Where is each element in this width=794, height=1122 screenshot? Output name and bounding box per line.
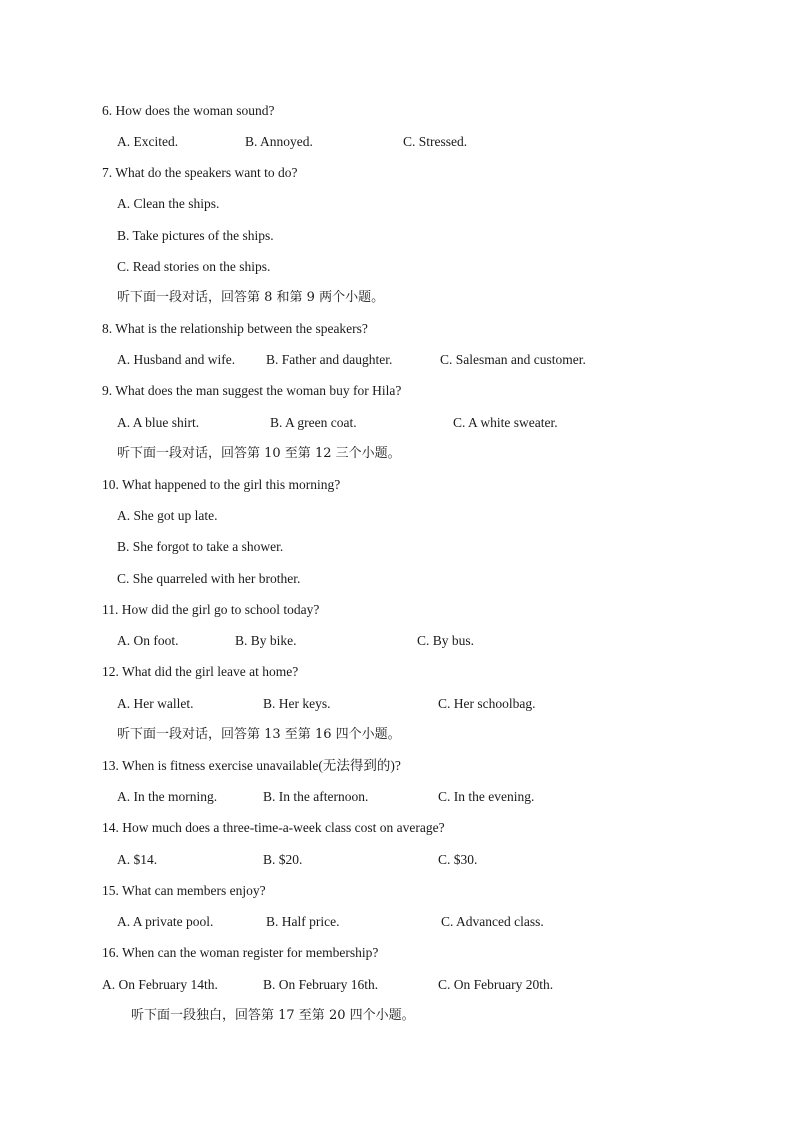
question-15: 15. What can members enjoy? (102, 883, 266, 898)
q6-option-b: B. Annoyed. (245, 134, 313, 149)
q16-option-c: C. On February 20th. (438, 977, 554, 992)
q8-option-b: B. Father and daughter. (266, 352, 393, 367)
q13-option-a: A. In the morning. (117, 789, 218, 804)
question-6: 6. How does the woman sound? (102, 103, 275, 118)
q8-option-a: A. Husband and wife. (117, 352, 236, 367)
question-9: 9. What does the man suggest the woman buy for Hila? (102, 383, 402, 398)
question-11: 11. How did the girl go to school today? (102, 602, 320, 617)
question-14: 14. How much does a three-time-a-week class cost on average? (102, 820, 445, 835)
q7-option-a: A. Clean the ships. (117, 196, 220, 211)
q15-option-a: A. A private pool. (117, 914, 214, 929)
q11-option-c: C. By bus. (417, 633, 475, 648)
question-16: 16. When can the woman register for membership? (102, 945, 379, 960)
q14-option-a: A. $14. (117, 852, 158, 867)
q10-option-a: A. She got up late. (117, 508, 218, 523)
q14-option-b: B. $20. (263, 852, 303, 867)
q7-option-b: B. Take pictures of the ships. (117, 228, 274, 243)
q16-option-b: B. On February 16th. (263, 977, 379, 992)
q12-option-a: A. Her wallet. (117, 696, 194, 711)
instruction-13-16: 听下面一段对话，回答第 13 至第 16 四个小题。 (117, 727, 401, 742)
q9-option-a: A. A blue shirt. (117, 415, 200, 430)
question-8: 8. What is the relationship between the speakers? (102, 321, 368, 336)
question-12: 12. What did the girl leave at home? (102, 664, 299, 679)
instruction-17-20: 听下面一段独白，回答第 17 至第 20 四个小题。 (131, 1008, 415, 1023)
q10-option-b: B. She forgot to take a shower. (117, 539, 284, 554)
q11-option-a: A. On foot. (117, 633, 179, 648)
q16-option-a: A. On February 14th. (102, 977, 218, 992)
q7-option-c: C. Read stories on the ships. (117, 259, 271, 274)
q12-option-c: C. Her schoolbag. (438, 696, 536, 711)
question-7: 7. What do the speakers want to do? (102, 165, 298, 180)
q13-option-c: C. In the evening. (438, 789, 535, 804)
q11-option-b: B. By bike. (235, 633, 297, 648)
q13-option-b: B. In the afternoon. (263, 789, 369, 804)
q9-option-b: B. A green coat. (270, 415, 357, 430)
q6-option-a: A. Excited. (117, 134, 179, 149)
q10-option-c: C. She quarreled with her brother. (117, 571, 301, 586)
question-13: 13. When is fitness exercise unavailable(无法得到的)? (102, 758, 401, 773)
q15-option-c: C. Advanced class. (441, 914, 544, 929)
instruction-8-9: 听下面一段对话，回答第 8 和第 9 两个小题。 (117, 290, 385, 305)
instruction-10-12: 听下面一段对话，回答第 10 至第 12 三个小题。 (117, 446, 401, 461)
q8-option-c: C. Salesman and customer. (440, 352, 586, 367)
q14-option-c: C. $30. (438, 852, 478, 867)
question-10: 10. What happened to the girl this morning? (102, 477, 341, 492)
q12-option-b: B. Her keys. (263, 696, 331, 711)
q6-option-c: C. Stressed. (403, 134, 468, 149)
q9-option-c: C. A white sweater. (453, 415, 558, 430)
q15-option-b: B. Half price. (266, 914, 340, 929)
